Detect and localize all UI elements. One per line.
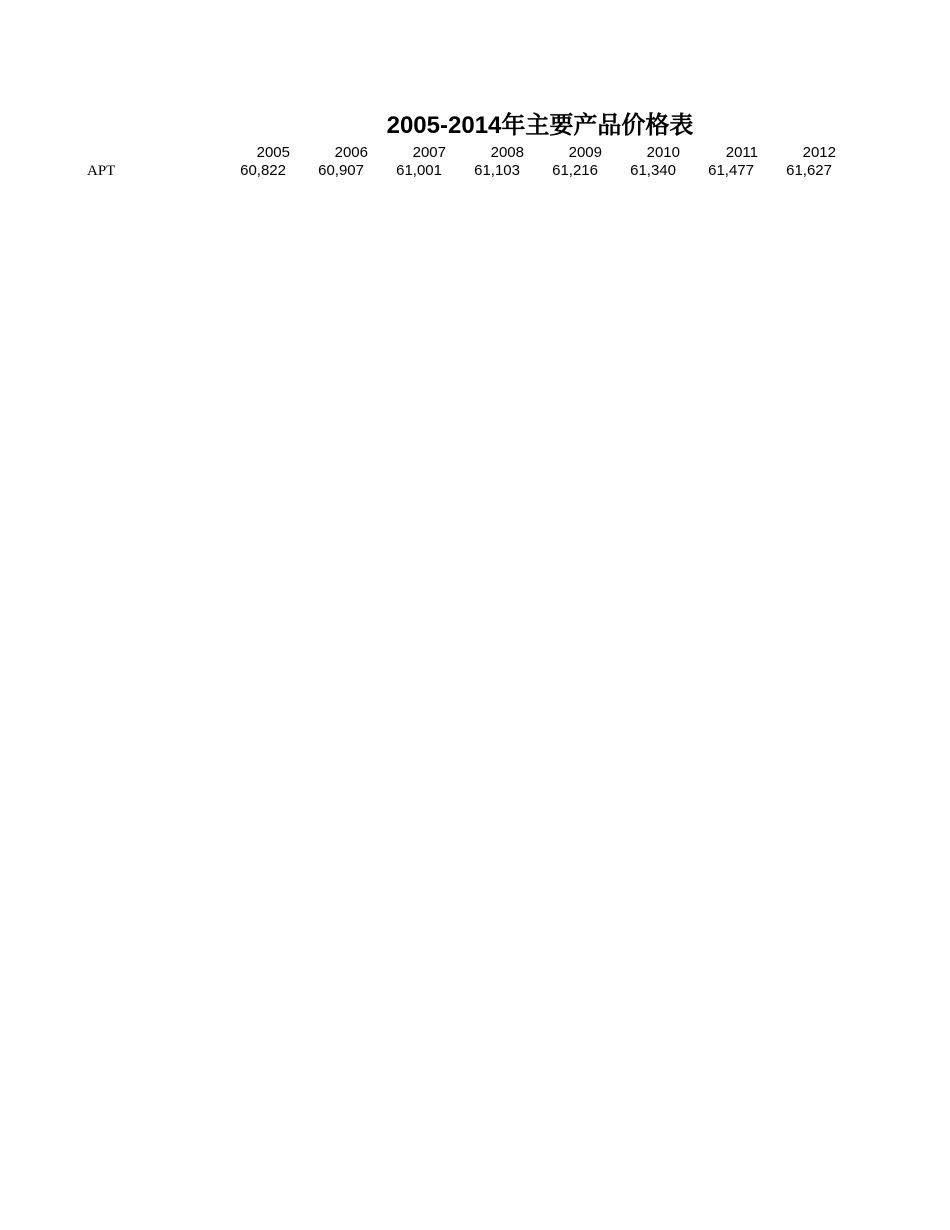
price-cell: 61,340	[630, 162, 676, 179]
year-header-cell: 2011	[725, 144, 758, 161]
year-header-cell: 2008	[490, 144, 524, 161]
year-header-cell: 2005	[256, 144, 290, 161]
price-cell: 61,001	[396, 162, 442, 179]
year-header-cell: 2010	[646, 144, 680, 161]
price-cell: 61,477	[708, 162, 754, 179]
page-title: 2005-2014年主要产品价格表	[386, 112, 694, 139]
row-label: APT	[87, 163, 116, 179]
price-cell: 61,627	[786, 162, 832, 179]
year-header-cell: 2009	[568, 144, 602, 161]
price-cell: 61,103	[474, 162, 520, 179]
price-cell: 60,907	[318, 162, 364, 179]
price-cell: 61,216	[552, 162, 598, 179]
year-header-cell: 2012	[802, 144, 836, 161]
year-header-cell: 2006	[334, 144, 368, 161]
year-header-cell: 2007	[412, 144, 446, 161]
price-cell: 60,822	[240, 162, 286, 179]
